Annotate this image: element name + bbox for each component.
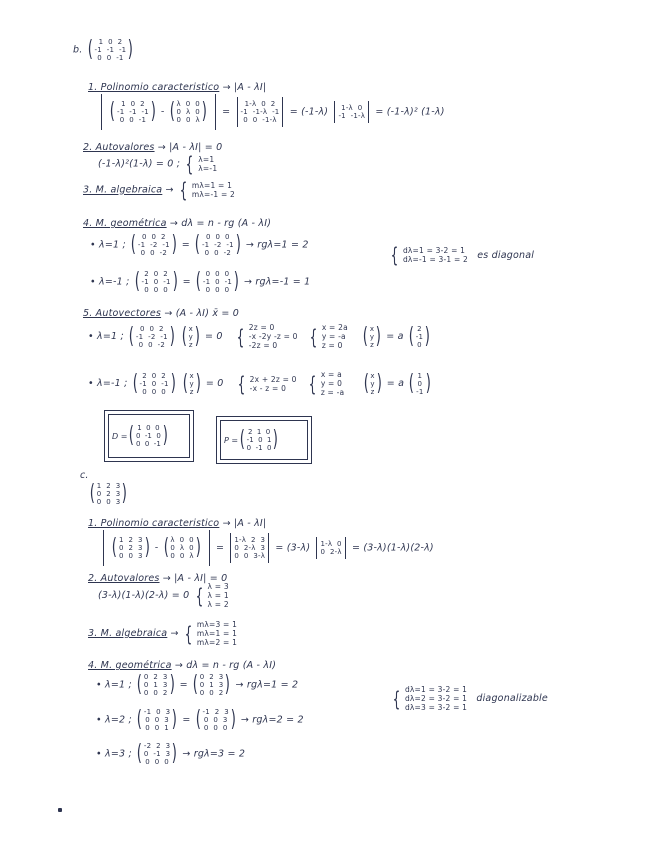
math-row: -1 -1-λ bbox=[338, 112, 366, 120]
math-row: 0 0 0 bbox=[142, 387, 166, 396]
b-step2-heading: 2. Autovalores → |A - λI| = 0 bbox=[83, 142, 223, 153]
math-rows bbox=[370, 325, 374, 349]
math-row: 0 λ 0 bbox=[176, 108, 200, 116]
math-row: λ 0 0 bbox=[176, 100, 200, 108]
math-rows bbox=[198, 155, 217, 173]
b-step4-dims: { dλ=1 = 3-2 = 1 dλ=-1 = 3-1 = 2 es diagonal bbox=[390, 243, 535, 267]
math-row: 0 0 -2 bbox=[204, 249, 232, 257]
math-row: 0 0 -2 bbox=[140, 249, 168, 257]
math-row: 0 1 3 bbox=[199, 681, 224, 689]
math-row: z bbox=[370, 340, 375, 349]
math-row: dλ=1 = 3-2 = 1 bbox=[404, 685, 468, 694]
math-row: y bbox=[188, 332, 193, 341]
math-row: dλ=1 = 3-2 = 1 bbox=[402, 246, 466, 255]
math-row: x bbox=[189, 371, 194, 380]
math-row: 0 bbox=[417, 379, 423, 388]
math-rows bbox=[403, 246, 468, 264]
c-step1-heading: 1. Polinomio caracteristico → |A - λI| bbox=[88, 518, 267, 529]
math-row: -2 2 3 bbox=[143, 742, 171, 750]
math-row: 0 0 3 bbox=[203, 716, 228, 724]
math-row: -1 -2 -1 bbox=[135, 332, 168, 341]
math-rows bbox=[202, 233, 234, 257]
matrix-D-box: D = ( 1 0 0 0 -1 0 0 0 -1 ) bbox=[104, 410, 194, 462]
math-row: 0 0 3 bbox=[145, 716, 169, 724]
math-rows bbox=[249, 323, 298, 350]
math-row: mλ=1 = 1 bbox=[191, 181, 233, 190]
math-row: 0 0 2 bbox=[199, 689, 224, 697]
math-row: mλ=3 = 1 bbox=[196, 620, 238, 629]
math-row: 2 1 0 bbox=[247, 428, 271, 436]
math-row: λ 0 0 bbox=[170, 536, 194, 544]
math-row: 2x + 2z = 0 bbox=[249, 374, 297, 384]
b-step4-heading: 4. M. geométrica → dλ = n - rg (A - λI) bbox=[83, 218, 272, 229]
math-row: -1 -1 -1 bbox=[117, 108, 149, 116]
math-row: 1 0 2 bbox=[98, 38, 123, 46]
c-step2-equation: (3-λ)(1-λ)(2-λ) = 0 { λ = 3 λ = 1 λ = 2 bbox=[98, 582, 229, 609]
math-row: 0 2-λ bbox=[320, 548, 342, 556]
math-row: x = a bbox=[320, 370, 342, 379]
math-row: 2 bbox=[417, 324, 422, 333]
math-rows bbox=[138, 233, 170, 257]
math-row: y bbox=[369, 332, 375, 341]
math-rows bbox=[142, 270, 171, 294]
notebook-page bbox=[58, 30, 598, 820]
math-row: 0 -1 0 bbox=[246, 444, 272, 452]
math-row: 1-λ 2 3 bbox=[234, 536, 266, 544]
math-row: mλ=-1 = 2 bbox=[191, 190, 235, 199]
math-row: 0 -1 3 bbox=[143, 750, 171, 758]
math-row: 2z = 0 bbox=[248, 323, 275, 332]
math-rows bbox=[247, 428, 272, 452]
math-rows bbox=[338, 104, 365, 120]
math-row: -x - z = 0 bbox=[249, 383, 287, 393]
part-c-matrix: ( 1 2 3 0 2 3 0 0 3 ) bbox=[89, 481, 128, 506]
b-step5-heading: 5. Autovectores → (A - λI) x̄ = 0 bbox=[83, 308, 239, 319]
matrix-c bbox=[97, 482, 121, 506]
math-row: -1 0 -1 bbox=[202, 278, 232, 286]
math-row: -x -2y -z = 0 bbox=[248, 332, 298, 341]
math-rows bbox=[144, 673, 168, 697]
math-row: z bbox=[188, 340, 193, 349]
part-c-label: c. bbox=[80, 470, 89, 481]
math-rows bbox=[189, 325, 193, 349]
math-row: 0 2 3 bbox=[96, 490, 121, 498]
math-row: 0 0 0 bbox=[206, 233, 230, 241]
b-step3-heading: 3. M. algebraica → { mλ=1 = 1 mλ=-1 = 2 bbox=[83, 178, 235, 202]
math-rows bbox=[192, 181, 235, 199]
b-step5-lambda1: • λ=1 ; ( 0 0 2 -1 -2 -1 0 0 -2 ) ( x y z ) = 0 { 2z = 0 -x -2y -z = 0 -2z = 0 { x = 2a y = -a z = 0 ( x y z ) = a ( 2 -1 0 ) bbox=[88, 323, 431, 350]
c-step4-lambda2: • λ=2 ; ( -1 0 3 0 0 3 0 0 1 ) = ( -1 2 3 0 0 3 0 0 0 ) → rgλ=2 = 2 bbox=[96, 707, 304, 732]
b-step5-lambda-neg1: • λ=-1 ; ( 2 0 2 -1 0 -1 0 0 0 ) ( x y z ) = 0 { 2x + 2z = 0 -x - z = 0 { x = a y = 0 z = -a ( x y z ) = a ( 1 0 -1 ) bbox=[88, 370, 431, 397]
math-row: 0 0 0 bbox=[203, 724, 228, 732]
math-row: 1 2 3 bbox=[119, 536, 143, 544]
math-row: -1 0 1 bbox=[246, 436, 272, 444]
b-step1-heading: 1. Polinomio caracteristico → |A - λI| bbox=[88, 82, 267, 93]
math-row: 0 0 0 bbox=[144, 286, 168, 294]
math-row: 0 0 3 bbox=[119, 552, 143, 560]
math-rows bbox=[321, 370, 345, 397]
math-rows bbox=[320, 540, 341, 556]
math-row: x = 2a bbox=[321, 323, 348, 332]
math-row: 0 0 0 bbox=[205, 286, 230, 294]
math-row: x bbox=[188, 324, 193, 333]
math-row: x bbox=[370, 371, 375, 380]
math-row: 1 2 3 bbox=[96, 482, 121, 490]
math-rows bbox=[170, 536, 193, 560]
math-rows bbox=[140, 372, 169, 396]
math-row: x bbox=[369, 324, 375, 333]
math-row: 0 bbox=[417, 340, 422, 349]
math-row: 0 λ 0 bbox=[170, 544, 194, 552]
math-rows bbox=[405, 685, 467, 712]
math-row: dλ=2 = 3-2 = 1 bbox=[404, 694, 468, 703]
math-row: y bbox=[370, 379, 375, 388]
math-row: 2 0 2 bbox=[144, 270, 168, 278]
math-rows bbox=[370, 372, 374, 396]
math-row: 1 0 0 bbox=[137, 424, 160, 432]
math-row: -1 -1-λ -1 bbox=[240, 108, 280, 116]
math-row: 0 0 2 bbox=[143, 689, 168, 697]
math-rows bbox=[250, 375, 297, 393]
c-step4-dims: { dλ=1 = 3-2 = 1 dλ=2 = 3-2 = 1 dλ=3 = 3-2 = 1 diagonalizable bbox=[392, 685, 548, 712]
b-step2-equation: (-1-λ)²(1-λ) = 0 ; { λ=1 λ=-1 bbox=[98, 152, 218, 176]
math-row: 0 0 -1 bbox=[119, 116, 147, 124]
math-rows bbox=[144, 708, 170, 732]
math-row: 0 0 2 bbox=[139, 324, 164, 333]
math-row: 0 0 3-λ bbox=[234, 552, 266, 560]
math-row: dλ=-1 = 3-1 = 2 bbox=[402, 255, 469, 264]
math-row: 0 2 3 bbox=[143, 673, 168, 681]
math-row: 0 0 -2 bbox=[138, 340, 166, 349]
math-row: 0 0 λ bbox=[170, 552, 194, 560]
math-rows bbox=[136, 325, 168, 349]
math-row: 2 0 2 bbox=[142, 371, 166, 380]
math-row: 0 0 -1 bbox=[97, 54, 124, 62]
c-step3-heading: 3. M. algebraica → { mλ=3 = 1 mλ=1 = 1 mλ=2 = 1 bbox=[88, 620, 238, 647]
matrix-b bbox=[94, 38, 126, 62]
math-row: -1 0 -1 bbox=[141, 278, 171, 286]
math-rows bbox=[416, 325, 423, 349]
b-step1-determinant: ( 1 0 2 -1 -1 -1 0 0 -1 ) - ( λ 0 0 0 λ 0 0 0 λ ) = 1-λ 0 2 -1 -1-λ -1 0 0 -1-λ = (-1-λ) 1-λ 0 -1 -1-λ = (-1-λ)² (1-λ) bbox=[98, 94, 445, 130]
math-row: 0 0 λ bbox=[176, 116, 200, 124]
math-row: λ = 1 bbox=[207, 591, 229, 600]
math-row: 0 0 0 bbox=[205, 270, 230, 278]
math-row: mλ=2 = 1 bbox=[196, 638, 238, 647]
math-row: λ = 3 bbox=[207, 582, 229, 591]
math-row: z = -a bbox=[320, 388, 345, 397]
math-rows bbox=[189, 372, 193, 396]
math-rows bbox=[197, 620, 237, 647]
math-row: -2z = 0 bbox=[248, 341, 278, 350]
math-row: -1 -1 -1 bbox=[94, 46, 127, 54]
c-step4-heading: 4. M. geométrica → dλ = n - rg (A - λI) bbox=[88, 660, 277, 671]
math-row: -1 bbox=[416, 387, 424, 396]
math-row: y = -a bbox=[321, 332, 346, 341]
math-rows bbox=[117, 100, 149, 124]
b-step4-lambda1: • λ=1 ; ( 0 0 2 -1 -2 -1 0 0 -2 ) = ( 0 0 0 -1 -2 -1 0 0 -2 ) → rgλ=1 = 2 bbox=[90, 232, 309, 257]
math-rows bbox=[203, 708, 229, 732]
math-row: 0 0 3 bbox=[96, 498, 121, 506]
math-row: -1 -2 -1 bbox=[137, 241, 170, 249]
math-rows bbox=[177, 100, 200, 124]
c-step4-lambda3: • λ=3 ; ( -2 2 3 0 -1 3 0 0 0 ) → rgλ=3 = 2 bbox=[96, 741, 246, 766]
math-row: dλ=3 = 3-2 = 1 bbox=[404, 703, 468, 712]
b-step4-lambda-neg1: • λ=-1 ; ( 2 0 2 -1 0 -1 0 0 0 ) = ( 0 0 0 -1 0 -1 0 0 0 ) → rgλ=-1 = 1 bbox=[90, 269, 311, 294]
math-row: 0 0 2 bbox=[141, 233, 166, 241]
c-step1-determinant: ( 1 2 3 0 2 3 0 0 3 ) - ( λ 0 0 0 λ 0 0 0 λ ) = 1-λ 2 3 0 2-λ 3 0 0 3-λ = (3-λ) 1-λ 0 0 2-λ = (3-λ)(1-λ)(2-λ) bbox=[100, 530, 434, 566]
math-row: 0 0 -1-λ bbox=[243, 116, 277, 124]
math-rows bbox=[241, 100, 280, 124]
math-row: λ = 2 bbox=[207, 600, 229, 609]
math-row: 1 0 2 bbox=[121, 100, 145, 108]
math-rows bbox=[119, 536, 143, 560]
math-row: 0 2 3 bbox=[119, 544, 143, 552]
math-row: z bbox=[189, 387, 194, 396]
c-step4-lambda1: • λ=1 ; ( 0 2 3 0 1 3 0 0 2 ) = ( 0 2 3 0 1 3 0 0 2 ) → rgλ=1 = 2 bbox=[96, 672, 299, 697]
math-row: 0 0 0 bbox=[145, 758, 169, 766]
math-row: 1-λ 0 bbox=[341, 104, 363, 112]
math-row: -1 -2 -1 bbox=[201, 241, 234, 249]
math-row: 1-λ 0 bbox=[320, 540, 342, 548]
math-row: 1 bbox=[417, 371, 423, 380]
math-row: 0 0 1 bbox=[145, 724, 169, 732]
math-rows bbox=[322, 323, 348, 350]
part-b-matrix: b. ( 1 0 2 -1 -1 -1 0 0 -1 ) bbox=[73, 37, 134, 62]
math-row: -1 0 -1 bbox=[139, 379, 169, 388]
math-row: 0 2 3 bbox=[199, 673, 224, 681]
math-row: λ=-1 bbox=[198, 164, 218, 173]
math-row: y bbox=[189, 379, 194, 388]
math-rows bbox=[208, 582, 229, 609]
math-row: z bbox=[370, 387, 375, 396]
math-row: 0 -1 0 bbox=[136, 432, 161, 440]
math-rows bbox=[203, 270, 232, 294]
math-row: y = 0 bbox=[320, 379, 343, 388]
math-row: 1-λ 0 2 bbox=[244, 100, 276, 108]
math-row: 0 1 3 bbox=[143, 681, 168, 689]
math-row: mλ=1 = 1 bbox=[196, 629, 238, 638]
math-row: λ=1 bbox=[198, 155, 215, 164]
page-mark bbox=[58, 808, 62, 812]
math-rows bbox=[136, 424, 161, 448]
math-row: -1 0 3 bbox=[143, 708, 171, 716]
math-rows bbox=[234, 536, 265, 560]
math-row: 0 2-λ 3 bbox=[234, 544, 266, 552]
math-rows bbox=[200, 673, 224, 697]
math-row: -1 bbox=[415, 332, 424, 341]
math-row: z = 0 bbox=[321, 341, 343, 350]
matrix-P-box: P = ( 2 1 0 -1 0 1 0 -1 0 ) bbox=[216, 416, 312, 464]
math-row: -1 2 3 bbox=[202, 708, 229, 716]
math-rows bbox=[416, 372, 423, 396]
part-b-label: b. bbox=[73, 44, 83, 56]
math-rows bbox=[144, 742, 170, 766]
math-row: 0 0 -1 bbox=[136, 440, 161, 448]
c-step2-heading: 2. Autovalores → |A - λI| = 0 bbox=[88, 573, 228, 584]
